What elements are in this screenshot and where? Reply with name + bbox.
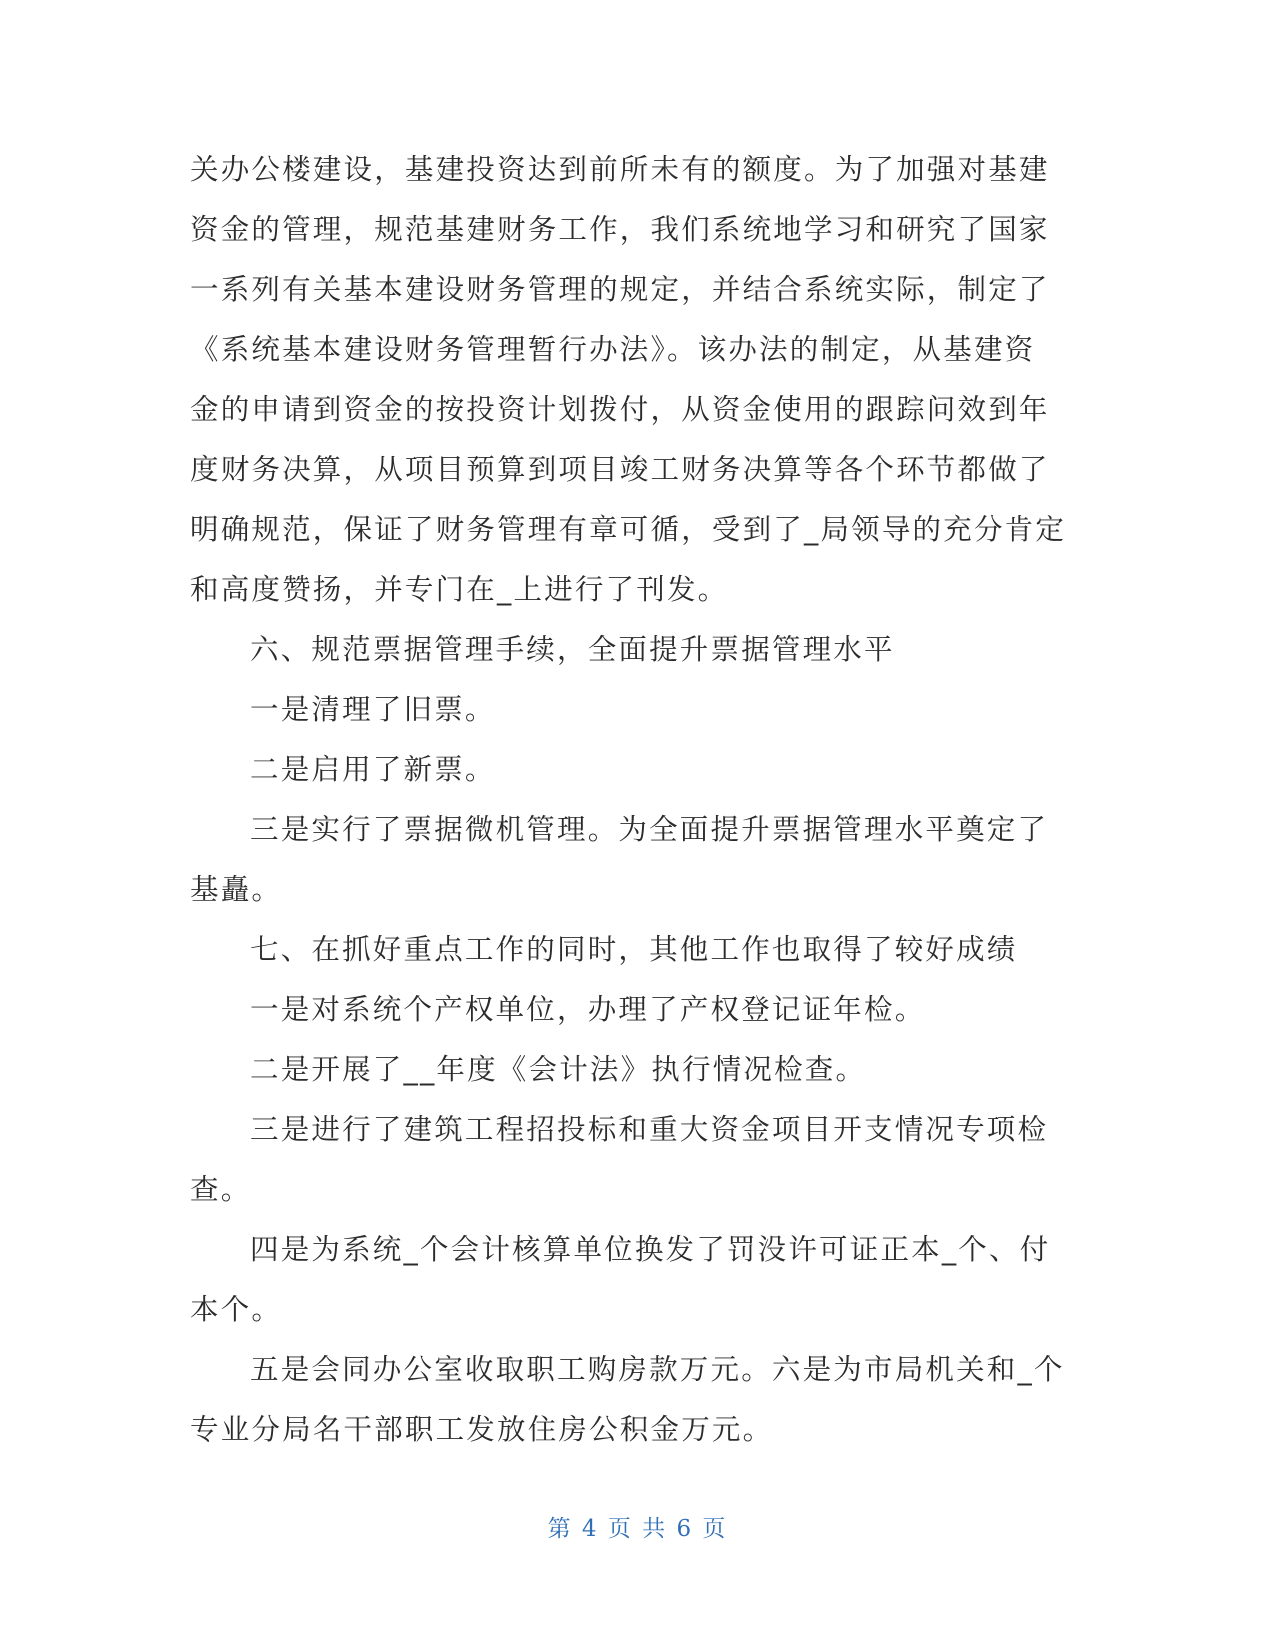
body-line: 二是启用了新票。 [250,753,496,786]
body-line: 一是对系统个产权单位，办理了产权登记证年检。 [250,993,926,1026]
body-line: 《系统基本建设财务管理暂行办法》。该办法的制定，从基建资 [190,333,1036,366]
body-line: 资金的管理，规范基建财务工作，我们系统地学习和研究了国家 [190,213,1050,246]
body-line: 专业分局名干部职工发放住房公积金万元。 [190,1413,774,1446]
body-line: 明确规范，保证了财务管理有章可循，受到了_局领导的充分肯定 [190,513,1067,546]
body-line: 一是清理了旧票。 [250,693,496,726]
body-line: 三是实行了票据微机管理。为全面提升票据管理水平奠定了 [250,813,1049,846]
document-body [190,140,1070,1460]
section-heading: 七、在抓好重点工作的同时，其他工作也取得了较好成绩 [250,933,1018,966]
body-line: 关办公楼建设，基建投资达到前所未有的额度。为了加强对基建 [190,153,1050,186]
body-line: 二是开展了__年度《会计法》执行情况检查。 [250,1053,867,1086]
body-line: 查。 [190,1173,252,1206]
body-line: 本个。 [190,1293,283,1326]
body-line: 度财务决算，从项目预算到项目竣工财务决算等各个环节都做了 [190,453,1050,486]
body-line: 五是会同办公室收取职工购房款万元。六是为市局机关和_个 [250,1353,1065,1386]
page-number-footer: 第 4 页 共 6 页 [547,1516,728,1542]
section-heading: 六、规范票据管理手续，全面提升票据管理水平 [250,633,895,666]
body-line: 四是为系统_个会计核算单位换发了罚没许可证正本_个、付 [250,1233,1051,1266]
body-line: 一系列有关基本建设财务管理的规定，并结合系统实际，制定了 [190,273,1050,306]
body-line: 基矗。 [190,873,283,906]
body-line: 金的申请到资金的按投资计划拨付，从资金使用的跟踪问效到年 [190,393,1050,426]
body-line: 和高度赞扬，并专门在_上进行了刊发。 [190,573,729,606]
body-line: 三是进行了建筑工程招投标和重大资金项目开支情况专项检 [250,1113,1049,1146]
